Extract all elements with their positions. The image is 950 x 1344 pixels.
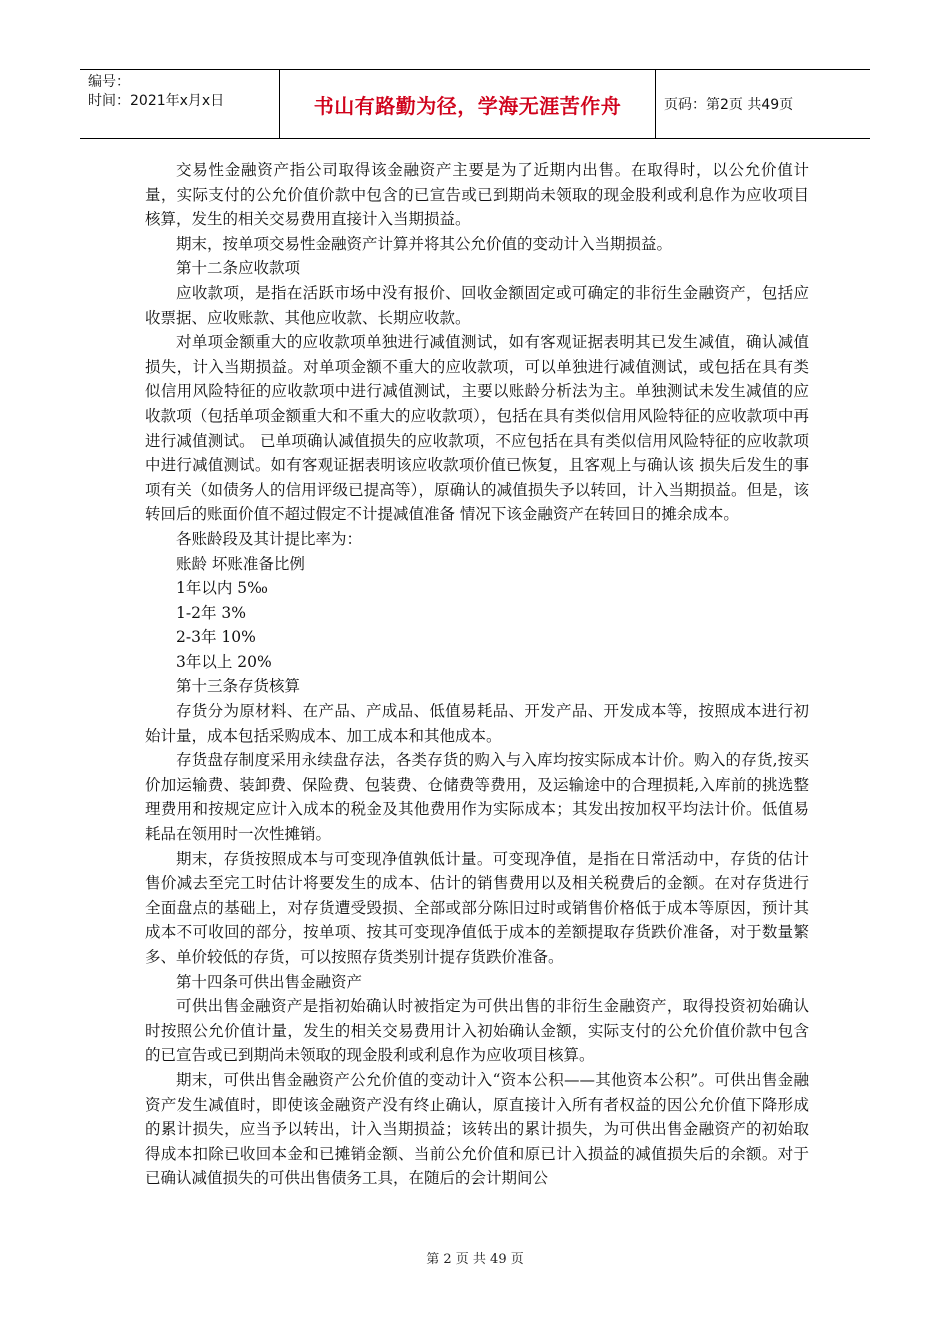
paragraph: 期末，可供出售金融资产公允价值的变动计入“资本公积——其他资本公积”。可供出售金融资产发生减值时，即使该金融资产没有终止确认，原直接计入所有者权益的因公允价值下降形成的累计损失，应当予以转出，计入当期损益；该转出的累计损失，为可供出售金融资产的初始取得成本扣除已收回本金和已摊销金额、当前公允价值和原已计入损益的减值损失后的余额。对于已确认减值损失的可供出售债务工具，在随后的会计期间公: [145, 1070, 809, 1188]
paragraph: 存货盘存制度采用永续盘存法，各类存货的购入与入库均按实际成本计价。购入的存货,按买价加运输费、装卸费、保险费、包装费、仓储费等费用，及运输途中的合理损耗,入库前的挑选整理费用和按规定应计入成本的税金及其他费用作为实际成本；其发出按加权平均法计价。低值易耗品在领用时一次性摊销。: [145, 751, 809, 844]
document-time-label: 时间：2021年x月x日: [88, 93, 225, 109]
aging-row: 3年以上 20%: [176, 652, 272, 671]
paragraph: 期末，存货按照成本与可变现净值孰低计量。可变现净值，是指在日常活动中，存货的估计售价减去至完工时估计将要发生的成本、估计的销售费用以及相关税费后的金额。在对存货进行全面盘点的基础上，对存货遭受毁损、全部或部分陈旧过时或销售价格低于成本等原因，预计其成本不可收回的部分，按单项、按其可变现净值低于成本的差额提取存货跌价准备，对于数量繁多、单价较低的存货，可以按照存货类别计提存货跌价准备。: [145, 849, 809, 966]
aging-row: 1年以内 5‰: [176, 579, 268, 598]
paragraph: 存货分为原材料、在产品、产成品、低值易耗品、开发产品、开发成本等，按照成本进行初始计量，成本包括采购成本、加工成本和其他成本。: [145, 702, 809, 745]
aging-table-header: 账龄 坏账准备比例: [176, 554, 305, 573]
paragraph: 可供出售金融资产是指初始确认时被指定为可供出售的非衍生金融资产，取得投资初始确认时按照公允价值计量，发生的相关交易费用计入初始确认金额，实际支付的公允价值价款中包含的已宣告或已到期尚未领取的现金股利或利息作为应收项目核算。: [145, 997, 809, 1065]
document-body: [145, 158, 809, 1191]
section-heading: 第十四条可供出售金融资产: [176, 972, 363, 991]
header-page-label: 页码：第2页 共49页: [664, 97, 794, 113]
page-header: [80, 69, 870, 139]
paragraph: 应收款项，是指在活跃市场中没有报价、回收金额固定或可确定的非衍生金融资产，包括应收票据、应收账款、其他应收款、长期应收款。: [145, 283, 809, 327]
page-footer: 第 2 页 共 49 页: [426, 1252, 524, 1267]
section-heading: 第十二条应收款项: [176, 259, 301, 278]
paragraph: 各账龄段及其计提比率为：: [176, 529, 363, 548]
section-heading: 第十三条存货核算: [176, 677, 301, 696]
paragraph: 交易性金融资产指公司取得该金融资产主要是为了近期内出售。在取得时，以公允价值计量，实际支付的公允价值价款中包含的已宣告或已到期尚未领取的现金股利或利息作为应收项目核算，发生的相关交易费用直接计入当期损益。: [145, 161, 809, 229]
aging-row: 1-2年 3%: [176, 603, 246, 622]
header-info: [80, 70, 280, 138]
document-number-label: 编号：: [88, 74, 130, 90]
paragraph: 对单项金额重大的应收款项单独进行减值测试，如有客观证据表明其已发生减值，确认减值损失，计入当期损益。对单项金额不重大的应收款项，可以单独进行减值测试，或包括在具有类似信用风险特征的应收款项中进行减值测试，主要以账龄分析法为主。单独测试未发生减值的应收款项（包括单项金额重大和不重大的应收款项），包括在具有类似信用风险特征的应收款项中再进行减值测试。 已单项确认减值损失的应收款项，不应包括在具有类似信用风险特征的应收款项 中进行减值测试。如有客观证据表明该应收款项价值已恢复，且客观上与确认该 损失后发生的事项有关（如债务人的信用评级已提高等），原确认的减值损失予以转回，计入当期损益。但是，该转回后的账面价值不超过假定不计提减值准备 情况下该金融资产在转回日的摊余成本。: [145, 333, 809, 524]
paragraph: 期末，按单项交易性金融资产计算并将其公允价值的变动计入当期损益。: [176, 234, 673, 253]
aging-row: 2-3年 10%: [176, 628, 256, 647]
header-motto: 书山有路勤为径，学海无涯苦作舟: [280, 70, 656, 138]
